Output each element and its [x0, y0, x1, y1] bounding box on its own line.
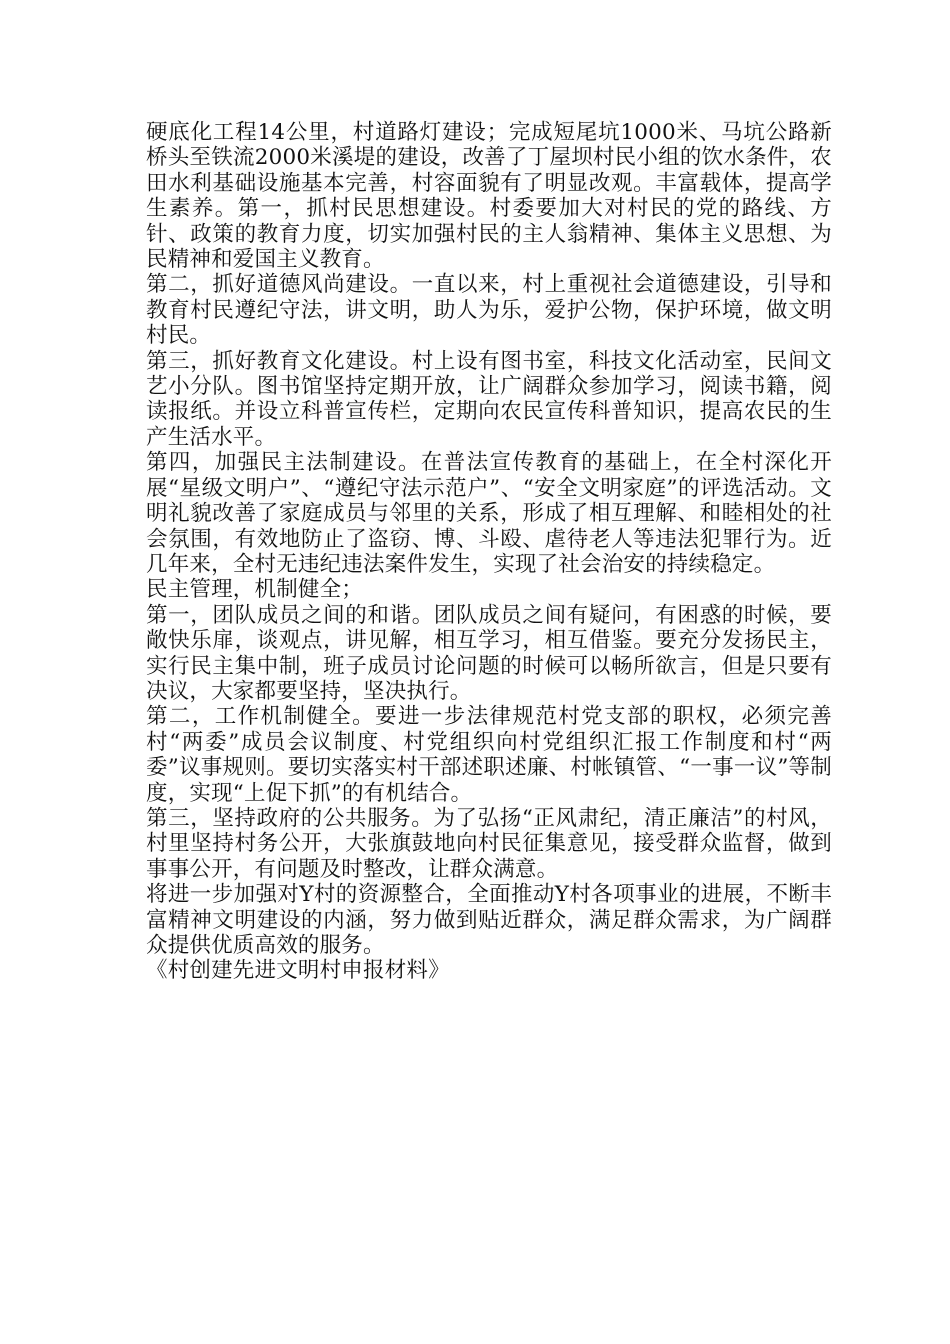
paragraph-infrastructure: 硬底化工程14公里，村道路灯建设；完成短尾坑1000米、马坑公路新桥头至铁流2000米溪堤的建设，改善了丁屋坝村民小组的饮水条件，农田水利基础设施基本完善，村容面貌有了明显改观。丰富载体，提高学生素养。第一，抓村民思想建设。村委要加大对村民的党的路线、方针、政策的教育力度，切实加强村民的主人翁精神、集体主义思想、为民精神和爱国主义教育。: [146, 120, 832, 273]
paragraph-education-culture: 第三，抓好教育文化建设。村上设有图书室，科技文化活动室，民间文艺小分队。图书馆坚持定期开放，让广阔群众参加学习，阅读书籍，阅读报纸。并设立科普宣传栏，定期向农民宣传科普知识，提高农民的生产生活水平。: [146, 348, 832, 450]
paragraph-team-harmony: 第一，团队成员之间的和谐。团队成员之间有疑问，有困惑的时候，要敞快乐扉，谈观点，讲见解，相互学习，相互借鉴。要充分发扬民主，实行民主集中制，班子成员讨论问题的时候可以畅所欲言，但是只要有决议，大家都要坚持，坚决执行。: [146, 602, 832, 704]
paragraph-resource-integration: 将进一步加强对Y村的资源整合，全面推动Y村各项事业的进展，不断丰富精神文明建设的内涵，努力做到贴近群众，满足群众需求，为广阔群众提供优质高效的服务。: [146, 882, 832, 958]
paragraph-democracy-law: 第四，加强民主法制建设。在普法宣传教育的基础上，在全村深化开展“星级文明户”、“遵纪守法示范户”、“安全文明家庭”的评选活动。文明礼貌改善了家庭成员与邻里的关系，形成了相互理解、和睦相处的社会氛围，有效地防止了盗窃、博、斗殴、虐待老人等违法犯罪行为。近几年来，全村无违纪违法案件发生，实现了社会治安的持续稳定。: [146, 450, 832, 577]
document-body: [146, 120, 832, 984]
paragraph-democratic-management: 民主管理，机制健全；: [146, 577, 364, 603]
document-title-reference: 《村创建先进文明村申报材料》: [146, 958, 450, 984]
paragraph-moral-construction: 第二，抓好道德风尚建设。一直以来，村上重视社会道德建设，引导和教育村民遵纪守法，讲文明，助人为乐，爱护公物，保护环境，做文明村民。: [146, 272, 832, 349]
paragraph-public-service: 第三，坚持政府的公共服务。为了弘扬“正风肃纪，清正廉洁”的村风，村里坚持村务公开，大张旗鼓地向村民征集意见，接受群众监督，做到事事公开，有问题及时整改，让群众满意。: [146, 805, 832, 882]
paragraph-work-mechanism: 第二，工作机制健全。要进一步法律规范村党支部的职权，必须完善村“两委”成员会议制度、村党组织向村党组织汇报工作制度和村“两委”议事规则。要切实落实村干部述职述廉、村帐镇管、“一事一议”等制度，实现“上促下抓”的有机结合。: [146, 704, 832, 806]
